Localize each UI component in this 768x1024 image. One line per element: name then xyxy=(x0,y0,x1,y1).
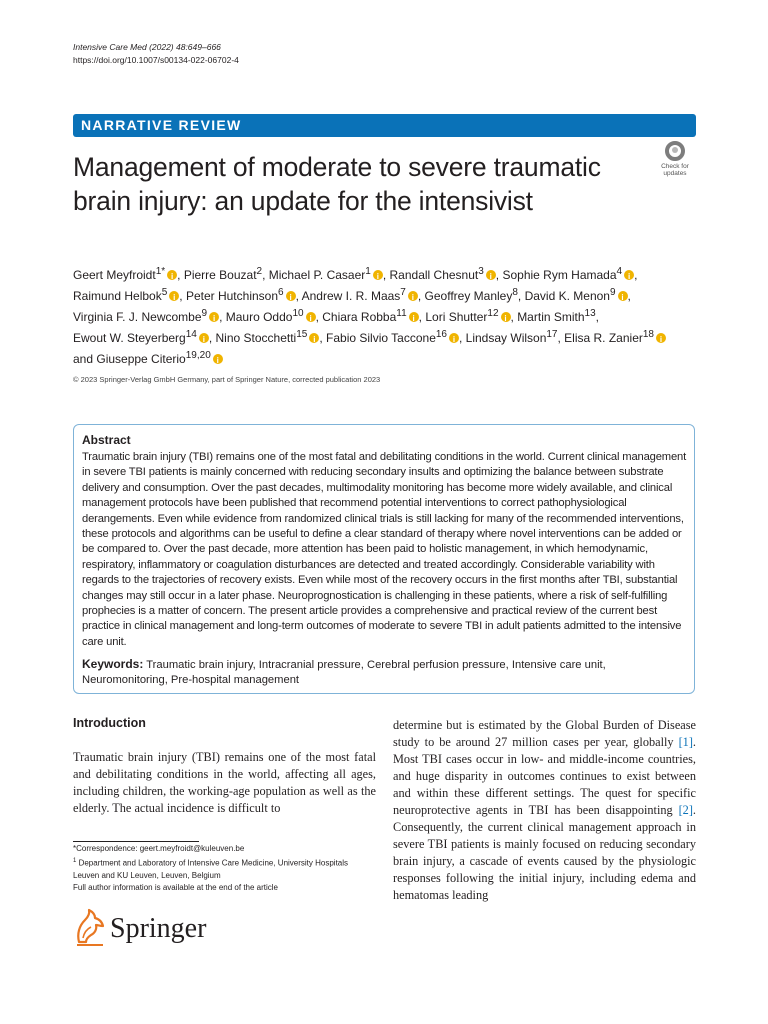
author-name[interactable]: Lindsay Wilson xyxy=(465,331,547,345)
citation-link-2[interactable]: [2] xyxy=(678,803,693,817)
full-author-info-note: Full author information is available at the end of the article xyxy=(73,882,279,892)
introduction-heading: Introduction xyxy=(73,716,146,730)
abstract-box xyxy=(73,424,695,694)
affiliation-marker: 9 xyxy=(201,308,208,319)
author-name[interactable]: Elisa R. Zanier xyxy=(564,331,643,345)
orcid-icon[interactable] xyxy=(624,270,634,280)
abstract-text: Traumatic brain injury (TBI) remains one of the most fatal and debilitating conditions in the world. Current clinical management in severe TBI patients is mainly concerned with reducing secondary insults and optimizing the balance between substrate delivery and consumption. Over the past decades, multimodality monitoring has become more widely available, and clinical management protocols have been published that recommend potential interventions to correct pathophysiological derangements. Even while evidence from randomized clinical trials is still lacking for many of the recommended interventions, these protocols and algorithms can be useful to define a clear standard of therapy where novel interventions can be added or be compared to. Over the past decade, more attention has been paid to holistic management, in which hemodynamic, respiratory, inflammatory or coagulation disturbances are detected and treated accordingly. Considerable variability with regards to the trajectories of recovery exists. Even while most of the recovery occurs in the first months after TBI, substantial changes may still occur in a later phase. Neuroprognostication is challenging in these patients, where a risk of self-fulfilling prophecies is a matter of concern. The present article provides a comprehensive and practical review of the current best practice in clinical management and long-term outcomes of moderate to severe TBI in adult patients admitted to the intensive care unit. xyxy=(82,451,687,648)
orcid-icon[interactable] xyxy=(309,333,319,343)
orcid-icon[interactable] xyxy=(167,270,177,280)
author-name[interactable]: David K. Menon xyxy=(524,289,610,303)
author-name[interactable]: Chiara Robba xyxy=(322,310,397,324)
affiliation-marker: 10 xyxy=(292,308,304,319)
author-separator: , xyxy=(262,268,269,282)
author-name[interactable]: Virginia F. J. Newcombe xyxy=(73,310,202,324)
author-separator: , xyxy=(510,310,518,324)
author-separator: , xyxy=(295,289,302,303)
orcid-icon[interactable] xyxy=(286,291,296,301)
orcid-icon[interactable] xyxy=(199,333,209,343)
intro-text-part2: . Most TBI cases occur in low- and middle-income countries, and huge disparity in outcomes continues to exist between and within these different settings. The quest for specific neuroprotective agents in TBI has been disappointing xyxy=(393,735,696,817)
author-name[interactable]: Michael P. Casaer xyxy=(268,268,366,282)
affiliation-marker: 16 xyxy=(435,329,447,340)
orcid-icon[interactable] xyxy=(501,312,511,322)
affiliation-marker: 9 xyxy=(609,287,616,298)
author-separator: , xyxy=(219,310,226,324)
author-entry xyxy=(525,289,631,303)
author-name[interactable]: Pierre Bouzat xyxy=(183,268,257,282)
author-entry xyxy=(73,268,184,282)
author-entry xyxy=(326,331,466,345)
check-for-updates-badge[interactable] xyxy=(655,141,695,180)
affiliation-marker: 6 xyxy=(278,287,284,298)
affiliation-marker: 13 xyxy=(584,308,596,319)
author-entry xyxy=(184,268,269,282)
springer-horse-icon xyxy=(73,908,107,946)
orcid-icon[interactable] xyxy=(618,291,628,301)
affiliation-marker: 8 xyxy=(512,287,518,298)
orcid-icon[interactable] xyxy=(209,312,219,322)
author-name[interactable]: Martin Smith xyxy=(517,310,585,324)
publisher-name: Springer xyxy=(110,913,207,944)
footnotes xyxy=(73,843,373,894)
author-separator: , xyxy=(557,331,565,345)
keywords xyxy=(82,657,688,689)
author-name[interactable]: Sophie Rym Hamada xyxy=(502,268,617,282)
author-entry xyxy=(73,331,216,345)
affiliation-marker: 15 xyxy=(296,329,308,340)
affiliation-marker: 5 xyxy=(161,287,168,298)
publisher-logo xyxy=(73,908,233,954)
author-separator: , xyxy=(417,289,425,303)
author-name[interactable]: Ewout W. Steyerberg xyxy=(73,331,186,345)
author-entry xyxy=(73,310,226,324)
affiliation-marker: 3 xyxy=(478,266,484,277)
author-entry xyxy=(564,331,666,345)
author-separator: , xyxy=(495,268,503,282)
author-separator: , xyxy=(627,289,631,303)
author-separator: , xyxy=(382,268,390,282)
intro-text-part3: . Consequently, the current clinical management approach in severe TBI patients is mainly focused on reducing secondary brain injury, a cascade of events caused by the physiologic responses following the initial injury, including edema and hematomas leading xyxy=(393,803,696,902)
article-type-label: NARRATIVE REVIEW xyxy=(81,117,242,133)
author-entry xyxy=(502,268,637,282)
affiliation-marker: 17 xyxy=(546,329,558,340)
affiliation-marker: 18 xyxy=(642,329,654,340)
author-separator: , xyxy=(179,289,186,303)
correspondence-note: *Correspondence: geert.meyfroidt@kuleuven.be xyxy=(73,844,245,853)
author-name[interactable]: Raimund Helbok xyxy=(73,289,162,303)
affiliation-marker: 12 xyxy=(487,308,499,319)
author-name[interactable]: Geoffrey Manley xyxy=(424,289,513,303)
author-name[interactable]: Geert Meyfroidt xyxy=(73,268,156,282)
affiliation-text: Department and Laboratory of Intensive Care Medicine, University Hospitals Leuven and KU Leuven, Leuven, Belgium xyxy=(73,858,349,880)
author-name[interactable]: Nino Stocchetti xyxy=(215,331,297,345)
affiliation-marker: 7 xyxy=(400,287,406,298)
footnote-divider xyxy=(73,841,199,842)
orcid-icon[interactable] xyxy=(213,354,223,364)
check-updates-line2: updates xyxy=(663,170,687,177)
author-entry xyxy=(186,289,302,303)
author-list xyxy=(73,263,698,368)
author-entry xyxy=(466,331,565,345)
author-name[interactable]: Andrew I. R. Maas xyxy=(301,289,401,303)
author-entry xyxy=(73,289,186,303)
author-entry xyxy=(73,352,223,366)
orcid-icon[interactable] xyxy=(169,291,179,301)
orcid-icon[interactable] xyxy=(486,270,496,280)
author-name[interactable]: Lori Shutter xyxy=(425,310,488,324)
orcid-icon[interactable] xyxy=(306,312,316,322)
affiliation-marker: 1* xyxy=(155,266,166,277)
citation-link-1[interactable]: [1] xyxy=(678,735,693,749)
author-entry xyxy=(226,310,323,324)
orcid-icon[interactable] xyxy=(408,291,418,301)
abstract-heading: Abstract xyxy=(82,433,131,447)
check-updates-icon xyxy=(665,141,685,161)
affiliation-marker: 11 xyxy=(396,308,407,319)
author-entry xyxy=(216,331,327,345)
affiliation-note xyxy=(73,855,373,882)
affiliation-sup: 1 xyxy=(73,858,77,864)
affiliation-marker: 19,20 xyxy=(185,350,211,361)
author-separator: , xyxy=(418,310,426,324)
intro-text-part1: determine but is estimated by the Global Burden of Disease study to be around 27 million cases per year, globally xyxy=(393,718,696,749)
orcid-icon[interactable] xyxy=(409,312,419,322)
author-separator: , xyxy=(459,331,466,345)
author-separator: , xyxy=(517,289,525,303)
copyright-notice: © 2023 Springer-Verlag GmbH Germany, part of Springer Nature, corrected publication 2023 xyxy=(73,375,381,384)
orcid-icon[interactable] xyxy=(656,333,666,343)
article-title: Management of moderate to severe traumatic brain injury: an update for the intensivist xyxy=(73,152,601,216)
affiliation-marker: 14 xyxy=(185,329,197,340)
author-separator: , xyxy=(634,268,638,282)
intro-paragraph-left: Traumatic brain injury (TBI) remains one of the most fatal and debilitating conditions in the world, affecting all ages, including children, the working-age population as well as the elderly. The actual incidence is difficult to xyxy=(73,750,376,815)
keywords-label: Keywords: xyxy=(82,657,144,671)
doi-link[interactable]: https://doi.org/10.1007/s00134-022-06702-4 xyxy=(73,55,239,65)
orcid-icon[interactable] xyxy=(373,270,383,280)
affiliation-marker: 4 xyxy=(616,266,623,277)
author-name[interactable]: and Giuseppe Citerio xyxy=(73,352,186,366)
article-type-banner xyxy=(73,114,696,137)
author-entry xyxy=(302,289,425,303)
check-updates-line1: Check for xyxy=(661,163,689,170)
journal-header xyxy=(73,41,239,67)
author-name[interactable]: Peter Hutchinson xyxy=(185,289,279,303)
author-name[interactable]: Randall Chesnut xyxy=(389,268,479,282)
affiliation-marker: 2 xyxy=(256,266,263,277)
author-entry xyxy=(390,268,503,282)
orcid-icon[interactable] xyxy=(449,333,459,343)
author-name[interactable]: Mauro Oddo xyxy=(225,310,293,324)
author-entry xyxy=(269,268,390,282)
author-entry xyxy=(322,310,425,324)
keywords-list: Traumatic brain injury, Intracranial pressure, Cerebral perfusion pressure, Intensive care unit, Neuromonitoring, Pre-hospital management xyxy=(82,659,606,687)
author-entry xyxy=(425,289,525,303)
author-name[interactable]: Fabio Silvio Taccone xyxy=(326,331,436,345)
author-separator: , xyxy=(177,268,184,282)
author-separator: , xyxy=(208,331,216,345)
author-separator: , xyxy=(319,331,327,345)
intro-paragraph-right xyxy=(393,717,696,904)
affiliation-marker: 1 xyxy=(365,266,371,277)
author-entry xyxy=(517,310,599,324)
author-separator: , xyxy=(315,310,323,324)
author-separator: , xyxy=(595,310,600,324)
journal-citation: Intensive Care Med (2022) 48:649–666 xyxy=(73,42,221,52)
author-entry xyxy=(425,310,517,324)
